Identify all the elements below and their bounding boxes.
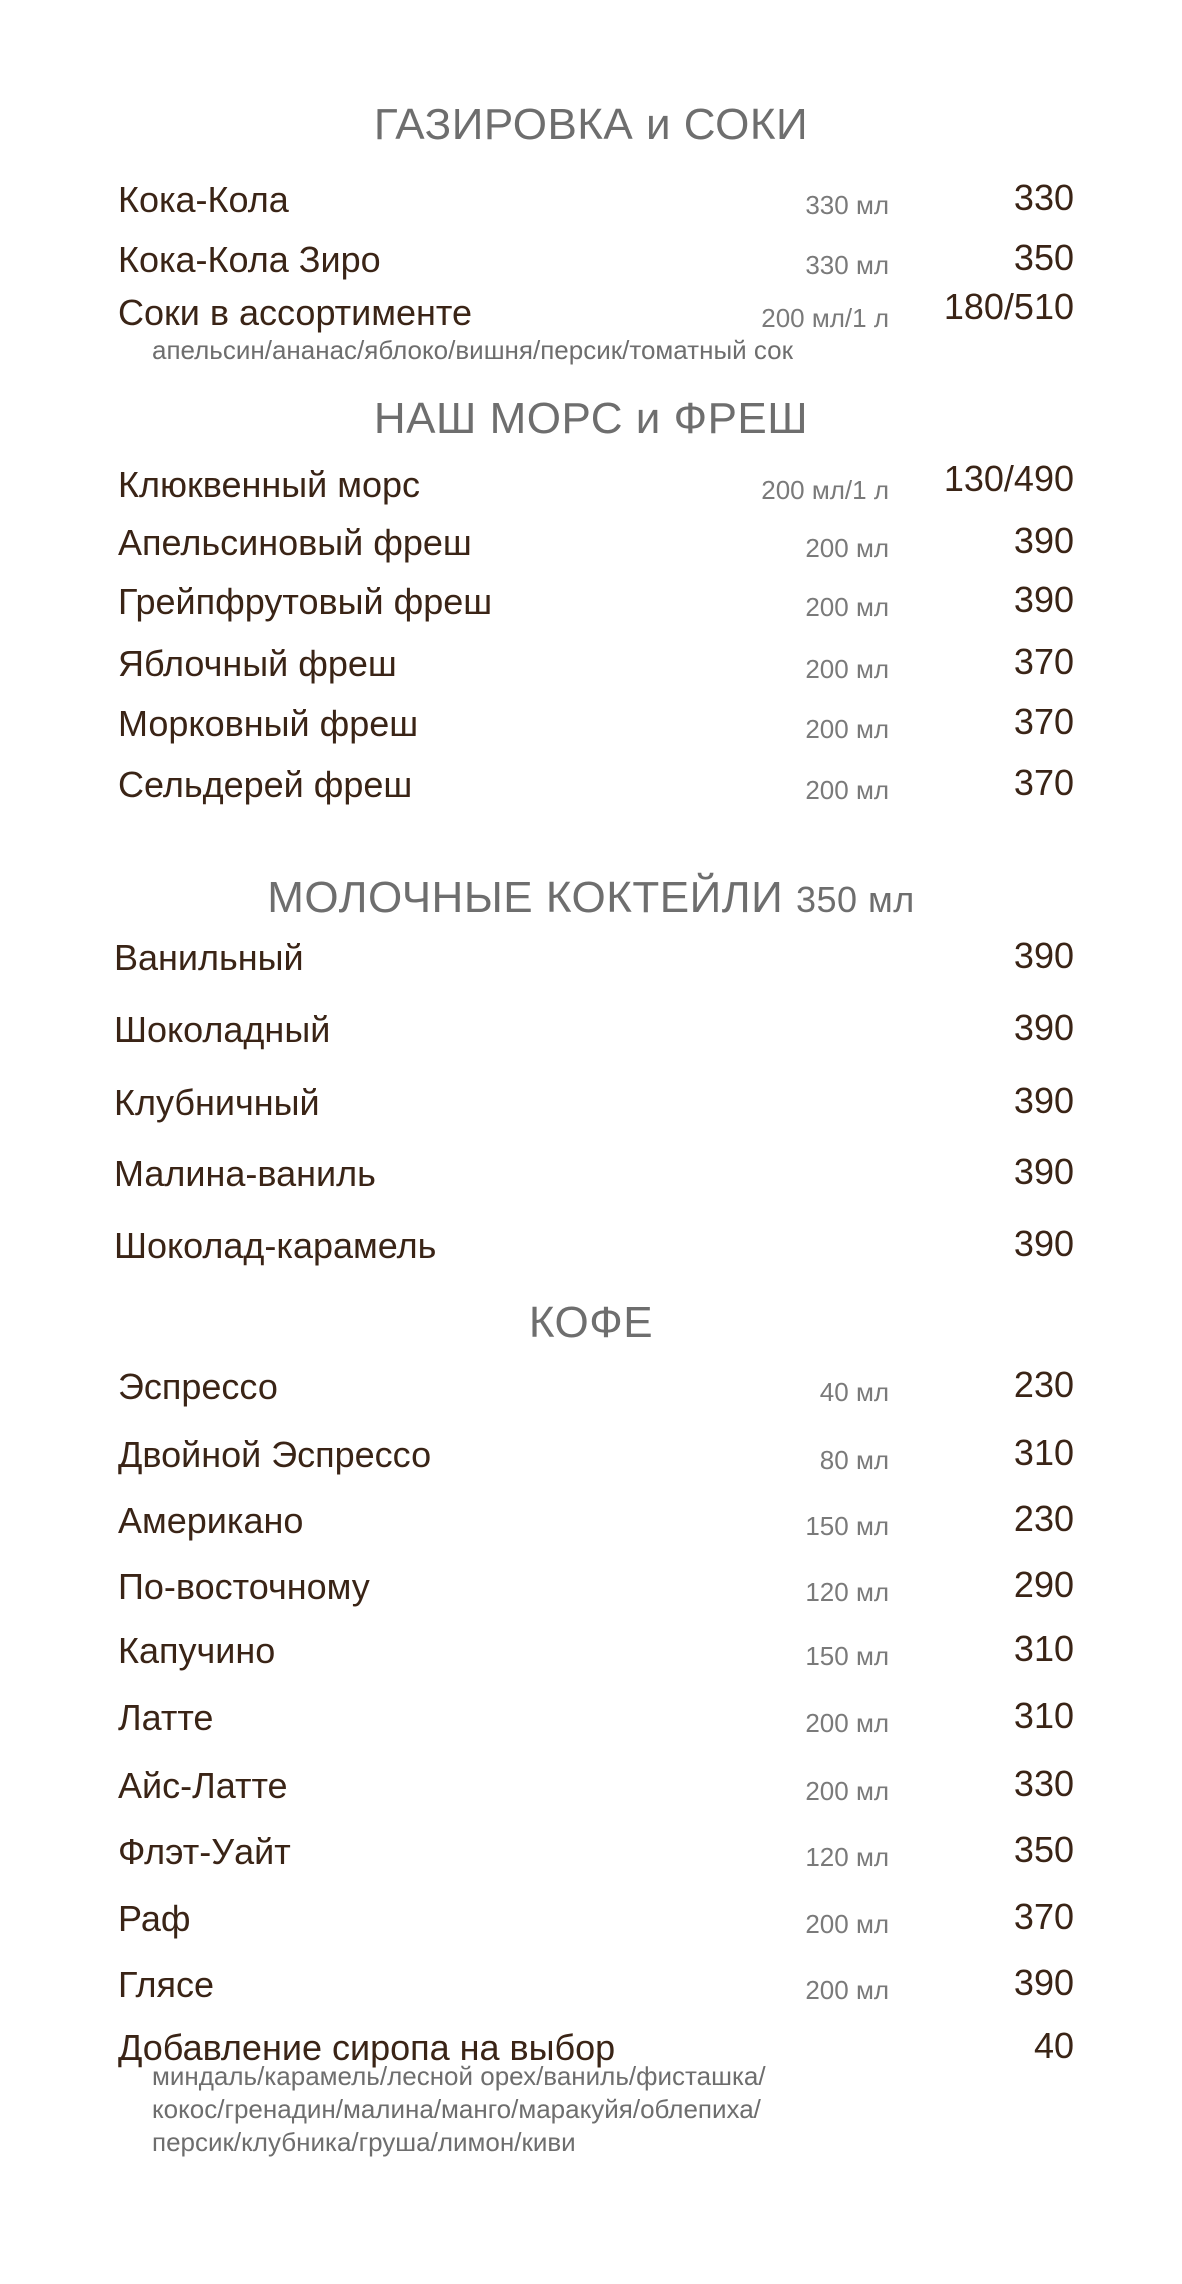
section-title-text: МОЛОЧНЫЕ КОКТЕЙЛИ — [267, 873, 784, 922]
item-price: 230 — [1013, 1498, 1074, 1539]
menu-item — [0, 1955, 1182, 2003]
item-note-line: кокос/гренадин/малина/манго/маракуйя/облепиха/ — [152, 2094, 761, 2124]
item-price: 180/510 — [943, 286, 1074, 327]
item-volume: 200 мл — [805, 592, 889, 622]
menu-item — [0, 455, 1182, 503]
item-volume: 150 мл — [805, 1511, 889, 1541]
item-name: Айс-Латте — [118, 1765, 288, 1806]
item-name: Кока-Кола Зиро — [118, 239, 381, 280]
item-price: 390 — [1013, 1080, 1074, 1121]
section-title-unit: 350 мл — [795, 879, 915, 920]
item-volume: 200 мл — [805, 775, 889, 805]
item-name: Латте — [118, 1697, 214, 1738]
menu-item — [0, 1688, 1182, 1736]
item-price: 310 — [1013, 1432, 1074, 1473]
item-price: 290 — [1013, 1564, 1074, 1605]
menu-item — [0, 755, 1182, 803]
item-name: Капучино — [118, 1630, 276, 1671]
item-name: Грейпфрутовый фреш — [118, 581, 493, 622]
item-price: 130/490 — [943, 458, 1074, 499]
menu-item — [0, 634, 1182, 682]
item-volume: 150 мл — [805, 1641, 889, 1671]
menu-item — [0, 1621, 1182, 1669]
item-price: 350 — [1013, 1829, 1074, 1870]
item-price: 310 — [1013, 1628, 1074, 1669]
item-volume: 200 мл — [805, 1708, 889, 1738]
item-note: апельсин/ананас/яблоко/вишня/персик/томатный сок — [152, 335, 793, 365]
item-name: Шоколад-карамель — [114, 1225, 437, 1266]
item-volume: 200 мл — [805, 1909, 889, 1939]
item-name: Раф — [118, 1898, 191, 1939]
item-name: Морковный фреш — [118, 703, 419, 744]
section-title-soda: ГАЗИРОВКА и СОКИ — [373, 100, 809, 149]
item-name: Американо — [118, 1500, 304, 1541]
menu-item — [0, 230, 1182, 278]
menu-item — [0, 694, 1182, 742]
menu-item — [0, 1425, 1182, 1473]
item-name: Сельдерей фреш — [118, 764, 413, 805]
item-name: Эспрессо — [118, 1366, 278, 1407]
item-volume: 200 мл — [805, 714, 889, 744]
menu-item — [0, 1216, 1182, 1264]
item-note-line: персик/клубника/груша/лимон/киви — [152, 2127, 576, 2157]
menu-item — [0, 1491, 1182, 1539]
item-name: Кока-Кола — [118, 179, 289, 220]
item-price: 390 — [1013, 579, 1074, 620]
item-volume: 200 мл — [805, 533, 889, 563]
menu-item — [0, 1557, 1182, 1605]
item-name: Малина-ваниль — [114, 1153, 376, 1194]
item-price: 370 — [1013, 701, 1074, 742]
item-price: 390 — [1013, 1962, 1074, 2003]
item-price: 370 — [1013, 1896, 1074, 1937]
section-title-coffee: КОФЕ — [528, 1298, 654, 1347]
item-name: Клубничный — [114, 1082, 320, 1123]
menu-item — [0, 1822, 1182, 1870]
item-name: Двойной Эспрессо — [118, 1434, 432, 1475]
item-price: 330 — [1013, 177, 1074, 218]
item-price: 390 — [1013, 1151, 1074, 1192]
item-name: Ванильный — [114, 937, 304, 978]
menu-item — [0, 1889, 1182, 1937]
menu-item — [0, 1073, 1182, 1121]
item-price: 390 — [1013, 935, 1074, 976]
item-price: 310 — [1013, 1695, 1074, 1736]
menu-item — [0, 1144, 1182, 1192]
item-price: 370 — [1013, 762, 1074, 803]
menu-item — [0, 170, 1182, 218]
item-name: Флэт-Уайт — [118, 1831, 291, 1872]
item-name: Глясе — [118, 1964, 214, 2005]
menu-item — [0, 1756, 1182, 1804]
item-volume: 200 мл/1 л — [761, 475, 889, 505]
item-price: 330 — [1013, 1763, 1074, 1804]
item-price: 40 — [1033, 2025, 1074, 2066]
item-note-line: миндаль/карамель/лесной орех/ваниль/фисташка/ — [152, 2061, 766, 2091]
item-volume: 40 мл — [819, 1377, 889, 1407]
item-volume: 120 мл — [805, 1577, 889, 1607]
menu-item — [0, 513, 1182, 561]
item-name: Апельсиновый фреш — [118, 522, 472, 563]
item-price: 230 — [1013, 1364, 1074, 1405]
section-title-mors: НАШ МОРС и ФРЕШ — [373, 394, 809, 443]
item-volume: 80 мл — [819, 1445, 889, 1475]
item-volume: 200 мл — [805, 654, 889, 684]
item-price: 390 — [1013, 1223, 1074, 1264]
item-price: 350 — [1013, 237, 1074, 278]
item-price: 390 — [1013, 520, 1074, 561]
item-name: Шоколадный — [114, 1009, 331, 1050]
menu-item — [0, 572, 1182, 620]
menu-item — [0, 283, 1182, 331]
section-title-milkshakes — [0, 873, 1182, 923]
menu-item — [0, 2018, 1182, 2066]
item-volume: 120 мл — [805, 1842, 889, 1872]
item-volume: 330 мл — [805, 250, 889, 280]
menu-item — [0, 1357, 1182, 1405]
item-volume: 200 мл/1 л — [761, 303, 889, 333]
item-price: 370 — [1013, 641, 1074, 682]
menu-item — [0, 928, 1182, 976]
item-volume: 200 мл — [805, 1975, 889, 2005]
item-name: По-восточному — [118, 1566, 370, 1607]
item-name: Клюквенный морс — [118, 464, 421, 505]
item-name: Соки в ассортименте — [118, 292, 473, 333]
item-name: Яблочный фреш — [118, 643, 397, 684]
item-volume: 330 мл — [805, 190, 889, 220]
item-price: 390 — [1013, 1007, 1074, 1048]
item-volume: 200 мл — [805, 1776, 889, 1806]
item-name: Добавление сиропа на выбор — [118, 2027, 616, 2068]
menu-item — [0, 1000, 1182, 1048]
